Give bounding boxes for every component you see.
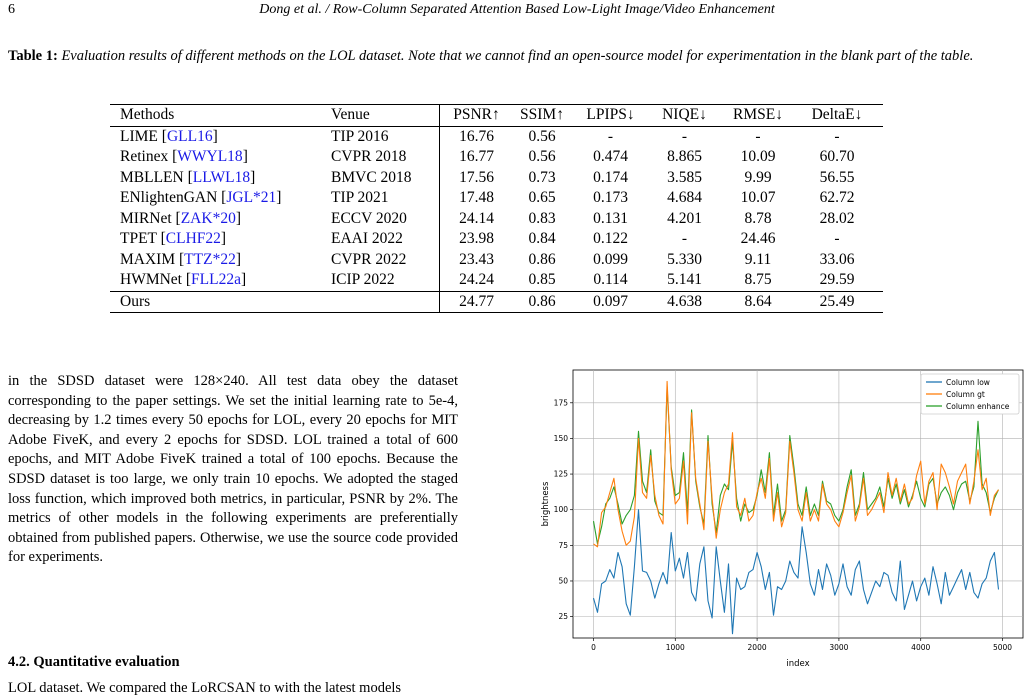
page-header [0, 2, 1034, 22]
niqe-cell-best: 3.585 [667, 168, 702, 186]
niqe-cell: 4.684 [667, 189, 702, 207]
deltae-cell-best: 25.49 [797, 291, 883, 313]
ssim-cell-best: 0.86 [513, 291, 571, 313]
venue-cell [331, 291, 440, 313]
rmse-cell: 8.75 [744, 271, 772, 289]
table-row [110, 209, 883, 230]
method-cell: LIME [GLL16] [120, 127, 218, 145]
method-name: ENlightenGAN [120, 189, 218, 207]
lpips-cell: 0.174 [593, 168, 628, 186]
running-head: Dong et al. / Row-Column Separated Attention Based Low-Light Image/Video Enhancement [259, 2, 775, 17]
citation-link[interactable]: CLHF22 [165, 230, 221, 248]
y-tick-label: 50 [558, 576, 568, 586]
legend-label-gt: Column gt [946, 390, 985, 399]
ssim-cell: 0.56 [528, 127, 556, 145]
method-name: MIRNet [120, 209, 172, 227]
niqe-cell: 4.201 [667, 209, 702, 227]
psnr-cell: 24.14 [440, 209, 514, 230]
lpips-cell: 0.474 [593, 148, 628, 166]
table-row [110, 250, 883, 271]
ssim-cell: 0.65 [528, 189, 556, 207]
header-venue: Venue [331, 105, 440, 127]
lpips-cell: 0.114 [593, 271, 628, 289]
header-lpips: LPIPS↓ [571, 105, 650, 127]
deltae-cell: - [834, 230, 840, 248]
citation-link[interactable] [181, 210, 236, 227]
niqe-cell: 8.865 [667, 148, 702, 166]
rmse-cell-best: 8.64 [719, 291, 797, 313]
table-row-ours [110, 291, 883, 313]
table-row [110, 126, 883, 147]
psnr-cell: 24.24 [440, 270, 514, 291]
citation-link[interactable]: GLL16 [166, 127, 213, 145]
x-tick-label: 0 [591, 643, 596, 652]
deltae-cell: 56.55 [819, 168, 855, 186]
psnr-cell-best: 24.77 [440, 291, 514, 313]
venue-cell: ECCV 2020 [331, 209, 407, 227]
y-axis-label: brightness [541, 481, 551, 527]
table-row [110, 188, 883, 209]
ssim-cell: 0.85 [528, 271, 556, 289]
rmse-cell: - [755, 127, 761, 145]
venue-cell: ICIP 2022 [331, 271, 395, 289]
header-niqe: NIQE↓ [650, 105, 719, 127]
niqe-cell: 5.141 [667, 271, 702, 289]
caption-label: Table 1: [8, 48, 58, 64]
x-tick-label: 2000 [747, 643, 767, 652]
ssim-cell: 0.56 [528, 148, 556, 166]
caption-text: Evaluation results of different methods on the LOL dataset. Note that we cannot find an open-source model for experimentation in the blank part of the table. [61, 48, 974, 64]
niqe-cell: 4.638 [650, 291, 719, 313]
deltae-cell: - [834, 127, 840, 145]
deltae-cell: 33.06 [819, 250, 855, 268]
method-name: Retinex [120, 148, 169, 166]
citation-link[interactable] [226, 189, 276, 206]
x-tick-label: 5000 [992, 643, 1013, 652]
citation-link[interactable] [184, 251, 236, 268]
deltae-cell: 62.72 [819, 189, 855, 207]
method-cell: MIRNet [ZAK*20] [120, 209, 241, 227]
deltae-cell: 28.02 [819, 209, 855, 227]
method-name: TPET [120, 230, 157, 248]
ssim-cell: 0.84 [528, 230, 556, 248]
method-cell: MBLLEN [LLWL18] [120, 168, 256, 186]
psnr-cell: 16.77 [440, 147, 514, 168]
table-row [110, 270, 883, 291]
header-psnr: PSNR↑ [440, 105, 514, 127]
legend-label-low: Column low [946, 378, 990, 387]
method-cell: Retinex [WWYL18] [120, 148, 248, 166]
citation-link[interactable]: LLWL18 [192, 168, 251, 186]
ssim-cell: 0.73 [528, 168, 556, 186]
citation-suffix: *22 [212, 250, 236, 268]
y-tick-label: 25 [558, 612, 568, 622]
method-cell: TPET [CLHF22] [120, 230, 227, 248]
section-heading: 4.2. Quantitative evaluation [8, 654, 180, 670]
ssim-cell: 0.86 [528, 250, 556, 268]
rmse-cell: 10.09 [740, 148, 776, 166]
x-tick-label: 1000 [665, 643, 685, 652]
citation-key: JGL [226, 189, 254, 207]
x-axis-label: index [786, 659, 810, 669]
method-cell: HWMNet [FLL22a] [120, 271, 247, 289]
method-cell: ENlightenGAN [JGL*21] [120, 189, 282, 207]
brightness-line-chart [535, 362, 1027, 672]
psnr-cell: 17.48 [440, 188, 514, 209]
table-row [110, 229, 883, 250]
y-tick-label: 75 [558, 540, 568, 550]
citation-link[interactable]: FLL22a [191, 271, 241, 289]
venue-cell: CVPR 2022 [331, 250, 407, 268]
y-tick-label: 150 [553, 433, 568, 443]
results-table [110, 104, 883, 313]
lpips-cell: 0.099 [593, 250, 628, 268]
venue-cell: CVPR 2018 [331, 148, 407, 166]
page-number: 6 [8, 2, 15, 17]
rmse-cell: 9.99 [744, 168, 772, 186]
lpips-cell: 0.131 [593, 209, 628, 227]
method-name: MAXIM [120, 250, 176, 268]
rmse-cell: 10.07 [740, 189, 776, 207]
rmse-cell: 8.78 [744, 209, 772, 227]
rmse-cell: 9.11 [744, 250, 772, 268]
lpips-cell: - [607, 127, 614, 145]
y-tick-label: 175 [553, 398, 568, 408]
method-name: LIME [120, 127, 158, 145]
table-caption [8, 47, 1024, 66]
method-cell: MAXIM [TTZ*22] [120, 250, 241, 268]
psnr-cell: 17.56 [440, 168, 514, 189]
table-header-row [110, 105, 883, 127]
x-tick-label: 3000 [829, 643, 849, 652]
x-tick-label: 4000 [911, 643, 931, 652]
header-rmse: RMSE↓ [719, 105, 797, 127]
citation-suffix: *21 [253, 189, 277, 207]
deltae-cell: 29.59 [819, 271, 855, 289]
header-methods: Methods [110, 105, 331, 127]
y-tick-label: 100 [553, 505, 568, 515]
psnr-cell: 16.76 [440, 126, 514, 147]
table-row [110, 168, 883, 189]
body-paragraph: in the SDSD dataset were 128×240. All test data obey the dataset corresponding to the paper settings. We set the initial learning rate to 5e-4, decreasing by 1.2 times every 50 epochs for LOL, every 20 epochs for MIT Adobe FiveK, and every 2 epochs for SDSD. LOL trained a total of 600 epochs, and MIT Adobe FiveK trained a total of 100 epochs. Because the SDSD dataset is too large, we only train 10 epochs. We adopted the staged loss function, which improved both metrics, in particular, PSNR by 2%. The metrics of other models in the following experiments are preferentially obtained from published papers. Otherwise, we use the source code provided for experiments. [8, 373, 458, 566]
citation-key: ZAK [180, 209, 213, 227]
trailing-paragraph-start: LOL dataset. We compared the LoRCSAN to with the latest models [8, 680, 402, 696]
y-tick-label: 125 [553, 469, 568, 479]
venue-cell: EAAI 2022 [331, 230, 403, 248]
niqe-cell: 5.330 [667, 250, 702, 268]
header-ssim: SSIM↑ [513, 105, 571, 127]
method-cell: Ours [110, 291, 331, 313]
citation-suffix: *20 [212, 209, 236, 227]
method-name: HWMNet [120, 271, 182, 289]
venue-cell: BMVC 2018 [331, 168, 412, 186]
venue-cell: TIP 2016 [331, 127, 389, 145]
deltae-cell: 60.70 [819, 148, 855, 166]
ssim-cell: 0.83 [528, 209, 556, 227]
rmse-cell: 24.46 [740, 230, 776, 248]
citation-key: TTZ [184, 250, 213, 268]
method-name: MBLLEN [120, 168, 184, 186]
citation-link[interactable]: WWYL18 [177, 148, 243, 166]
legend-label-enhance: Column enhance [946, 402, 1010, 411]
niqe-cell: - [681, 127, 688, 145]
lpips-cell: 0.122 [593, 230, 628, 248]
venue-cell: TIP 2021 [331, 189, 389, 207]
lpips-cell: 0.173 [593, 189, 628, 207]
header-deltae: DeltaE↓ [797, 105, 883, 127]
legend [921, 374, 1019, 414]
table-row [110, 147, 883, 168]
niqe-cell: - [681, 230, 688, 248]
psnr-cell: 23.98 [440, 229, 514, 250]
lpips-cell-best: 0.097 [571, 291, 650, 313]
psnr-cell: 23.43 [440, 250, 514, 271]
